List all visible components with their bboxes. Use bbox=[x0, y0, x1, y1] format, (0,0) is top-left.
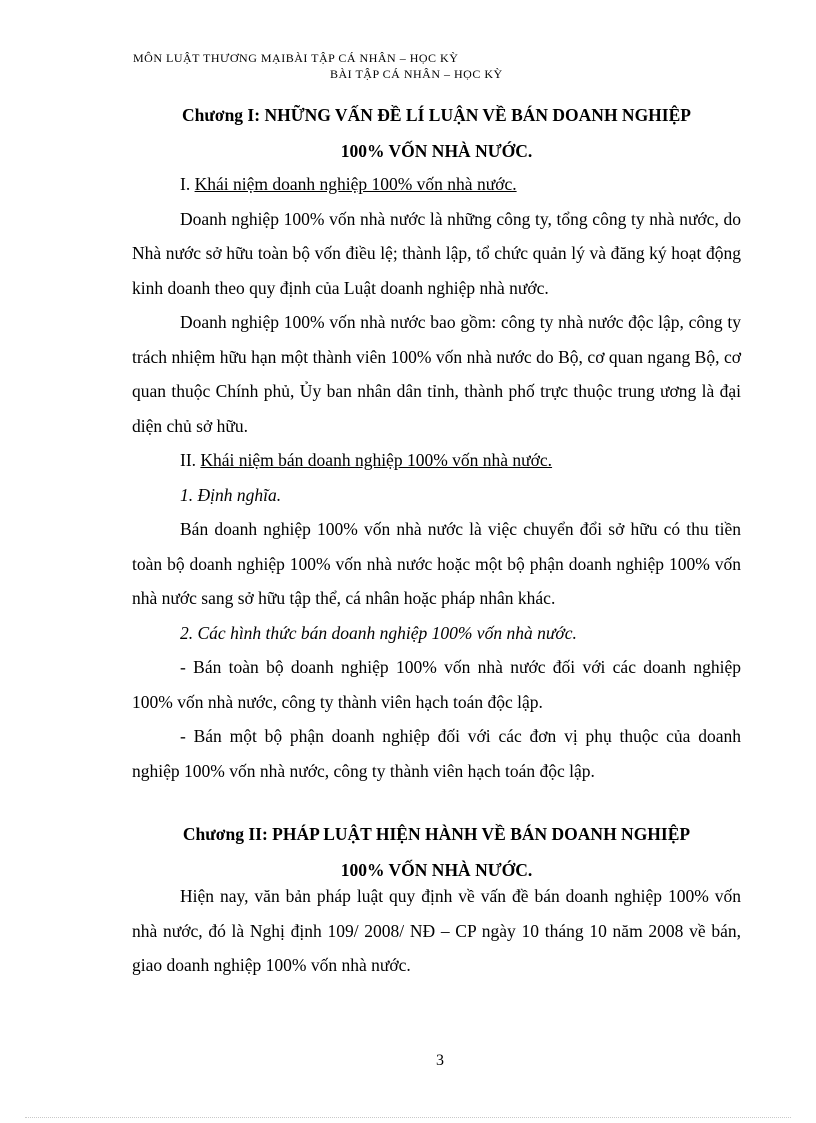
chapter1-body bbox=[132, 167, 741, 788]
section1-heading bbox=[132, 167, 741, 202]
section1-paragraph-1: Doanh nghiệp 100% vốn nhà nước là những công ty, tổng công ty nhà nước, do Nhà nước sở hữu toàn bộ vốn điều lệ; thành lập, tổ chức quản lý và đăng ký hoạt động kinh doanh theo quy định của Luật doanh nghiệp nhà nước. bbox=[132, 208, 741, 298]
running-header-line1: MÔN LUẬT THƯƠNG MẠIBÀI TẬP CÁ NHÂN – HỌC KỲ bbox=[133, 51, 459, 65]
subsection2-title: 2. Các hình thức bán doanh nghiệp 100% vốn nhà nước. bbox=[180, 622, 577, 643]
chapter1-title-line2: 100% VỐN NHÀ NƯỚC. bbox=[340, 141, 533, 161]
chapter2-paragraph: Hiện nay, văn bản pháp luật quy định về vấn đề bán doanh nghiệp 100% vốn nhà nước, đó là Nghị định 109/ 2008/ NĐ – CP ngày 10 tháng 10 năm 2008 về bán, giao doanh nghiệp 100% vốn nhà nước. bbox=[132, 886, 741, 975]
subsection2-bullet-2: - Bán một bộ phận doanh nghiệp đối với các đơn vị phụ thuộc của doanh nghiệp 100% vốn nhà nước, công ty thành viên hạch toán độc lập. bbox=[132, 726, 741, 781]
page-bottom-divider bbox=[25, 1117, 791, 1118]
page-number: 3 bbox=[436, 1052, 444, 1069]
subsection1-paragraph: Bán doanh nghiệp 100% vốn nhà nước là việc chuyển đổi sở hữu có thu tiền toàn bộ doanh nghiệp 100% vốn nhà nước hoặc một bộ phận doanh nghiệp 100% vốn nhà nước sang sở hữu tập thể, cá nhân hoặc pháp nhân khác. bbox=[132, 519, 741, 608]
chapter2-title-line2: 100% VỐN NHÀ NƯỚC. bbox=[340, 860, 533, 880]
section2-number: II. bbox=[180, 450, 197, 470]
running-header-line2: BÀI TẬP CÁ NHÂN – HỌC KỲ bbox=[330, 67, 503, 81]
section1-paragraph-2: Doanh nghiệp 100% vốn nhà nước bao gồm: công ty nhà nước độc lập, công ty trách nhiệm hữu hạn một thành viên 100% vốn nhà nước do Bộ, cơ quan ngang Bộ, cơ quan thuộc Chính phủ, Ủy ban nhân dân tỉnh, thành phố trực thuộc trung ương là đại diện chủ sở hữu. bbox=[132, 312, 741, 436]
section2-heading bbox=[132, 443, 741, 478]
chapter2-title-line1: Chương II: PHÁP LUẬT HIỆN HÀNH VỀ BÁN DOANH NGHIỆP bbox=[182, 824, 691, 844]
chapter2-body bbox=[132, 879, 741, 983]
section1-number: I. bbox=[180, 174, 191, 194]
subsection1-title: 1. Định nghĩa. bbox=[180, 484, 282, 505]
chapter1-heading bbox=[132, 97, 741, 169]
section1-title: Khái niệm doanh nghiệp 100% vốn nhà nước. bbox=[194, 174, 517, 194]
subsection2-bullet-1: - Bán toàn bộ doanh nghiệp 100% vốn nhà nước đối với các doanh nghiệp 100% vốn nhà nước, công ty thành viên hạch toán độc lập. bbox=[132, 657, 741, 712]
chapter1-title-line1: Chương I: NHỮNG VẤN ĐỀ LÍ LUẬN VỀ BÁN DOANH NGHIỆP bbox=[182, 105, 691, 125]
chapter2-heading bbox=[132, 816, 741, 888]
section2-title: Khái niệm bán doanh nghiệp 100% vốn nhà nước. bbox=[200, 450, 553, 470]
